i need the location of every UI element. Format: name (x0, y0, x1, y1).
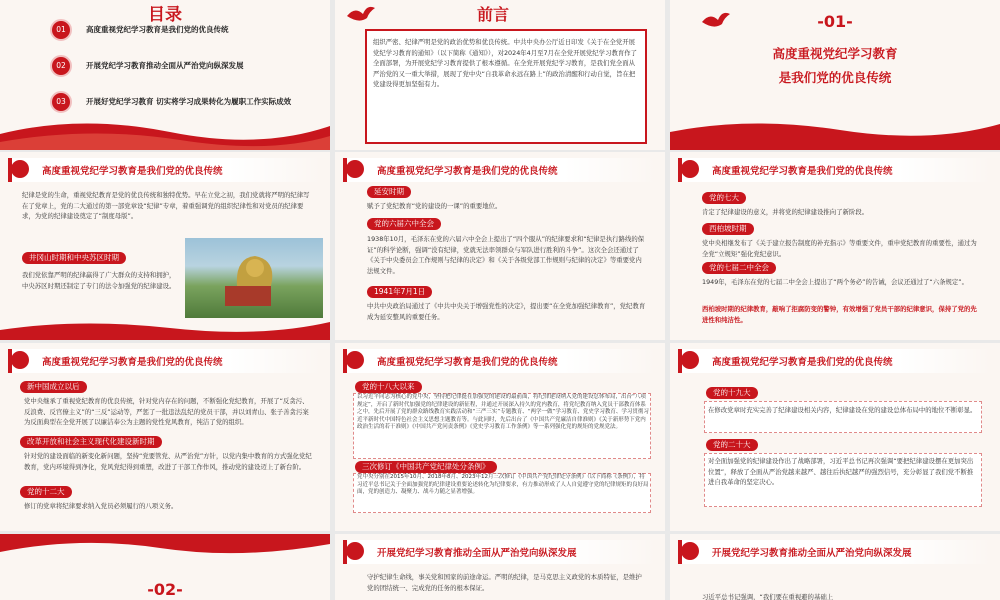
slide-header-title: 高度重视党纪学习教育是我们党的优良传统 (377, 166, 558, 177)
period-pill: 新中国成立以后 (20, 381, 87, 393)
period-pill: 党的七届二中全会 (702, 262, 776, 274)
period-pill: 党的六届六中全会 (367, 218, 441, 230)
slide-thumbnail-section-02[interactable] (0, 534, 330, 600)
period-text: 1938年10月，毛泽东在党的六届六中全会上提出了“四个服从”的纪律要求和“纪律是执行路线的保证”的科学论断，强调“没有纪律，党就无法率领群众与军队进行胜利的斗争”。这次全会还通过了《关于中央委员会工作规则与纪律的决定》和《关于各级党部工作规则与纪律的决定》等重要党内法规文件。 (367, 235, 645, 275)
slide-thumbnail-10[interactable] (335, 534, 665, 600)
slide-header (343, 349, 657, 373)
slide-thumbnail-8[interactable] (670, 343, 1000, 531)
toc-number: 01 (50, 19, 72, 41)
toc-item-1[interactable] (50, 19, 320, 41)
slide-header-title: 高度重视党纪学习教育是我们党的优良传统 (377, 357, 558, 368)
slide-thumbnail-toc[interactable] (0, 0, 330, 150)
slide-header-title: 开展党纪学习教育推动全面从严治党向纵深发展 (712, 548, 912, 559)
intro-text: 守护纪律生命线，事关党和国家的前途命运。严明的纪律，是马克思主义政党的本质特征，是维护党的团结统一、完成党的任务的根本保证。 (367, 573, 642, 592)
slide-header-title: 高度重视党纪学习教育是我们党的优良传统 (42, 357, 223, 368)
period-pill: 1941年7月1日 (367, 286, 432, 298)
preface-body: 组织严密、纪律严明是党的政治优势和优良传统。中共中央办公厅近日印发《关于在全党开展党纪学习教育的通知》（以下简称《通知》），对2024年4月至7月在全党开展党纪学习教育作了全面部署，为开展党纪学习教育提供了根本遵循。在全党开展党纪学习教育，是我们党全面从严治党的又一重大举措，展现了党中央“自我革命永远在路上”的政治清醒和行动自觉，旨在把党建设得更加坚强有力。 (365, 29, 647, 144)
slide-header-title: 高度重视党纪学习教育是我们党的优良传统 (42, 166, 223, 177)
period-text: 1949年，毛泽东在党的七届二中全会上提出了“两个务必”的告诫，会议还通过了“六条规定”。 (702, 278, 968, 286)
period-text: 以习近平同志为核心的党中央，坚持把纪律挺在加强党的建设的最前面，将纪律建设纳入党的建设总体布局，出台“八项规定”，开启了新时代加强党的纪律建设的新征程，并通过开展深入持久的党内教育，将党纪教育纳入党员干部教育体系之中，先后开展了党的群众路线教育实践活动和“三严三实”专题教育、“两学一做”学习教育、党史学习教育、学习贯彻习近平新时代中国特色社会主义思想主题教育等。与此同时，先后出台了《中国共产党廉洁自律准则》《关于新形势下党内政治生活的若干准则》《中国共产党问责条例》《党史学习教育工作条例》等一系列强化党的规矩的党规党法。 (357, 394, 649, 430)
highlight-text: 西柏坡时期的纪律教育，敲响了拒腐防变的警钟，有效增强了党员干部的纪律意识，保持了党的先进性和纯洁性。 (702, 305, 977, 324)
slide-header (8, 158, 322, 182)
section-number: -01- (817, 12, 853, 31)
slide-header (343, 540, 657, 564)
slide-header (678, 540, 992, 564)
period-text: 党中央分别在2015年10月、2018年8月、2023年12月三次修订《中国共产党纪律处分条例》（以下简称《条例》），将习近平总书记关于全面加强党的纪律建设重要论述转化为纪律要求，有力推动形成了人人自觉遵守党的纪律规矩的良好局面，党的创造力、凝聚力、战斗力随之显著增强。 (357, 474, 649, 495)
period-pill: 井冈山时期和中央苏区时期 (22, 252, 126, 264)
toc-item-3[interactable] (50, 91, 320, 113)
period-pill: 党的十二大 (20, 486, 72, 498)
toc-item-2[interactable] (50, 55, 320, 77)
period-text: 肯定了纪律建设的意义，并将党的纪律建设推向了新阶段。 (702, 208, 869, 216)
slide-header-title: 高度重视党纪学习教育是我们党的优良传统 (712, 166, 893, 177)
slide-thumbnail-6[interactable] (0, 343, 330, 531)
slide-thumbnail-4[interactable] (335, 152, 665, 340)
toc-label: 高度重视党纪学习教育是我们党的优良传统 (86, 25, 229, 34)
toc-title: 目录 (148, 5, 182, 25)
monument-image (185, 238, 323, 318)
period-pill: 西柏坡时期 (702, 223, 754, 235)
slide-thumbnail-3[interactable] (0, 152, 330, 340)
slide-thumbnail-preface[interactable] (335, 0, 665, 150)
intro-text: 习近平总书记强调，“我们要在重视避的基础上 (702, 593, 834, 600)
slide-header-title: 开展党纪学习教育推动全面从严治党向纵深发展 (377, 548, 577, 559)
slide-header (678, 349, 992, 373)
toc-number: 03 (50, 91, 72, 113)
slide-header-title: 高度重视党纪学习教育是我们党的优良传统 (712, 357, 893, 368)
period-text: 党中央继承了重视党纪教育的优良传统，针对党内存在的问题，不断强化党纪教育，开展了“反贪污、反浪费、反官僚主义”的“三反”运动等，严惩了一批违法乱纪的党员干部，并以刘青山、张子善贪污案为反面典型在全党开展了以廉洁奉公为主题的党性党风教育，纯洁了党的组织。 (24, 397, 309, 426)
section-number: -02- (147, 580, 183, 599)
period-pill: 党的七大 (702, 192, 746, 204)
red-ribbon-decoration (0, 534, 330, 564)
period-text: 赋予了党纪教育“党的建设的一课”的重要地位。 (367, 202, 502, 210)
period-text: 我们党依靠严明的纪律赢得了广大群众的支持和拥护，中央苏区时期还制定了专门的法令加强党的纪律建设。 (22, 271, 176, 290)
period-pill: 党的十八大以来 (355, 381, 422, 393)
intro-text: 纪律是党的生命，重视党纪教育是党的优良传统和独特优势。早在立党之初，我们党就将严明的纪律写在了党章上，党的二大通过的第一部党章设“纪律”专章，着重强调党的组织纪律性和对党员的纪律要求，为党的纪律建设奠定了“制度母版”。 (22, 191, 310, 220)
slide-thumbnail-7[interactable] (335, 343, 665, 531)
period-pill: 改革开放和社会主义现代化建设新时期 (20, 436, 162, 448)
period-pill: 党的十九大 (706, 387, 758, 399)
monument-photo (185, 238, 323, 318)
section-title-line-1: 高度重视党纪学习教育 (772, 46, 898, 61)
red-ribbon-decoration (0, 114, 330, 150)
section-title-line-2: 是我们党的优良传统 (778, 70, 892, 85)
period-text: 在修改党章时充实完善了纪律建设相关内容，纪律建设在党的建设总体布局中的地位不断彰显。 (708, 406, 977, 414)
slide-header (343, 158, 657, 182)
preface-title: 前言 (477, 5, 510, 24)
toc-label: 开展好党纪学习教育 切实将学习成果转化为履职工作实际成效 (86, 97, 292, 106)
dove-icon (345, 2, 385, 30)
period-text: 针对党的建设面临的新变化新问题，坚持“党要管党、从严治党”方针，以党内集中教育的方式强化党纪教育，党内环境得到净化，党风党纪得到重塑，改进了干部工作作风，推动党的建设迈上了新台阶。 (24, 452, 312, 471)
toc-number: 02 (50, 55, 72, 77)
red-ribbon-decoration (670, 114, 1000, 150)
period-pill: 延安时期 (367, 186, 411, 198)
period-pill: 党的二十大 (706, 439, 758, 451)
slide-header (678, 158, 992, 182)
period-text: 党中央相继发布了《关于建立报告制度的补充指示》等重要文件，重申党纪教育的重要性，通过为全党“立规矩”强化党纪意识。 (702, 239, 977, 258)
period-text: 中共中央政治局通过了《中共中央关于增强党性的决定》，提出要“在全党加强纪律教育”，党纪教育成为延安整风的重要任务。 (367, 302, 646, 321)
period-text: 修订的党章将纪律要求纳入党员必须履行的八项义务。 (24, 502, 178, 510)
period-pill: 三次修订《中国共产党纪律处分条例》 (355, 461, 497, 473)
slide-thumbnail-5[interactable] (670, 152, 1000, 340)
slide-header (8, 349, 322, 373)
red-ribbon-decoration (0, 314, 330, 340)
slide-thumbnail-11[interactable] (670, 534, 1000, 600)
period-text: 对全面加强党的纪律建设作出了战略部署，习近平总书记再次强调“要把纪律建设摆在更加突出位置”，释放了全面从严治党越来越严、越往后执纪越严的强烈信号，充分彰显了我们党不断推进自我革命的坚定决心。 (708, 457, 974, 486)
toc-label: 开展党纪学习教育推动全面从严治党向纵深发展 (86, 61, 244, 70)
slide-thumbnail-section-01[interactable] (670, 0, 1000, 150)
